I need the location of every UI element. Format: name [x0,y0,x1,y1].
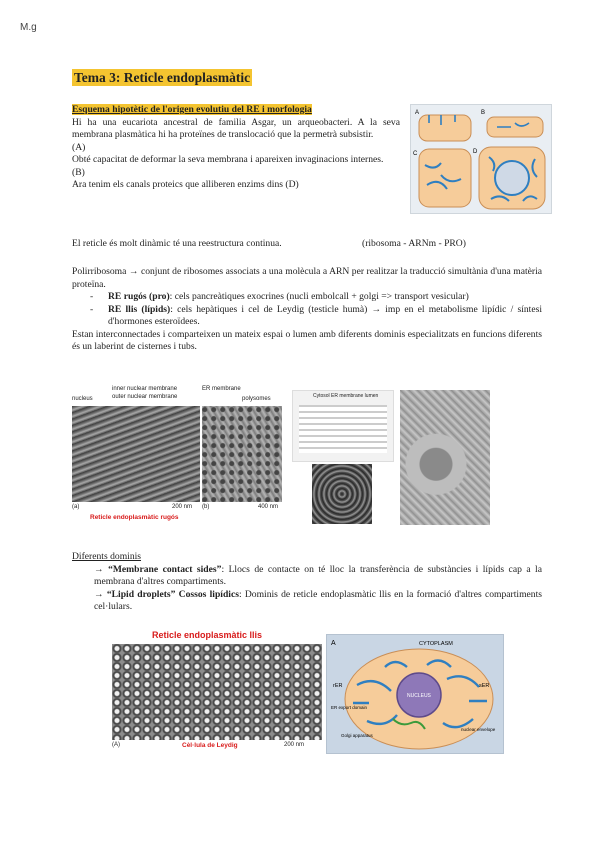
panel-b-label: (b) [202,504,210,510]
micrograph-a [72,406,200,502]
domain-membrane-contact [72,564,542,589]
label-outer-membrane: outer nuclear membrane [112,394,178,400]
domain-lipid-droplets [72,589,542,614]
domain-text-1: : Llocs de contacte on té lloc la transferència de substàncies i lípids cap a la membrana d'altres compartiments. [94,563,542,587]
domains-heading: Diferents dominis [72,551,142,562]
evolution-diagram [410,104,552,214]
scale-bar-a: 200 nm [172,504,193,510]
cell-er-diagram-svg [327,635,503,753]
evolution-diagram-svg [411,105,551,213]
origin-line-1: Hi ha una eucariota ancestral de familia Asgar, un arqueobacteri. A la seva membrana plasmàtica hi ha proteïnes de translocació que la permetrà subsistir. [72,116,400,140]
leydig-caption: Cèl·lula de Leydig [182,742,238,749]
cell-panel-a: A [331,640,336,647]
origin-line-2: (A) [72,141,86,153]
er-lumen-pattern [299,405,387,453]
stage-a-cell [419,115,471,141]
domain-term-2: “Lipid droplets” Cossos lipídics [106,588,239,600]
fingerprint-micrograph [312,464,372,524]
er-membrane-schematic [292,390,394,462]
nuclear-envelope-label: nuclear envelope [461,727,496,732]
domain-arrow-1: → [94,563,104,575]
ser-label: sER [479,683,490,689]
golgi-label: Golgi apparatus [341,733,373,738]
cell-micrograph-right [400,390,490,525]
arrow-glyph: → [128,266,139,277]
rer-label: rER [333,683,343,689]
interconnected-paragraph: Estan interconnectades i comparteixen un mateix espai o lumen amb diferents dominis especialitzats en funcions diferents és un laberint de cisternes i tubs. [72,328,542,352]
smooth-er-image [112,644,322,740]
section-origin [72,104,400,192]
stage-b-cell [487,117,543,137]
rough-er-text: : cels pancreàtiques exocrines (nucli embolcall + golgi => transport vesicular) [169,291,469,302]
panel-a-label: (a) [72,504,80,510]
rough-er-micrograph [72,384,282,526]
stage-c-label: C [413,151,418,157]
page-title: Tema 3: Reticle endoplasmàtic [74,70,251,85]
stage-b-label: B [481,110,486,116]
cytoplasm-label: CYTOPLASM [419,641,453,647]
smooth-er-term: RE llis (lípids) [108,303,171,315]
bullet-smooth-er: - RE llis (lípids): cels hepàtiques i cel de Leydig (testicle humà) → imp en el metabolisme lipídic / síntesi d'hormones esteroïdees. [90,303,542,327]
er-export-label: ER export domain [331,705,368,710]
rough-er-term: RE rugós (pro) [108,291,170,302]
scale-bar-b: 400 nm [258,504,279,510]
author-initials: M.g [20,22,37,33]
smooth-er-panel-a: (A) [112,742,120,748]
domains-section [72,551,542,614]
stage-a-label: A [415,110,420,116]
origin-line-4: (B) [72,166,85,178]
smooth-er-scale: 200 nm [284,742,305,748]
domain-text-2: : Dominis de reticle endoplasmàtic llis en la formació d'altres compartiments cel·lulars. [94,588,542,612]
label-er-membrane: ER membrane [202,386,241,392]
label-inner-membrane: inner nuclear membrane [112,386,178,392]
polyribosome-def: conjunt de ribosomes associats a una molècula a ARN per realitzar la traducció simultània d'una matèria proteïna. [72,266,543,290]
smooth-er-micrograph [112,630,322,754]
smooth-er-text: : cels hepàtiques i cel de Leydig (testicle humà) → imp en el metabolisme lipídic / síntesi d'hormones esteroïdees. [108,303,542,327]
domain-arrow-2: → [94,588,104,600]
polyribosome-term: Polirribosoma [72,266,127,277]
polyribosome-section [72,266,542,354]
origin-line-5: Ara tenim els canals proteics que alliberen enzims dins (D) [72,179,299,190]
polyribosome-paragraph [72,266,542,291]
er-lumen-label: Cytosol ER membrane lumen [313,393,379,399]
domain-term-1: “Membrane contact sides” [108,563,222,575]
ribosome-note: (ribosoma - ARNm - PRO) [362,238,466,249]
cell-er-diagram [326,634,504,754]
label-nucleus: nucleus [72,396,93,402]
rough-er-caption: Reticle endoplasmàtic rugós [90,514,179,521]
smooth-er-title: Reticle endoplasmàtic llis [152,630,263,640]
bullet-rough-er: - RE rugós (pro): cels pancreàtiques exocrines (nucli embolcall + golgi => transport vesicular) [90,291,469,302]
section-origin-heading: Esquema hipotètic de l'origen evolutiu del RE i morfologia [72,104,312,115]
origin-line-3: Obté capacitat de deformar la seva membrana i apareixen invaginacions internes. [72,154,384,165]
stage-d-label: D [473,149,478,155]
nucleus-label: NUCLEUS [407,693,431,699]
stage-d-nucleus [495,161,529,195]
label-polysomes: polysomes [242,396,271,402]
dynamic-note: El reticle és molt dinàmic té una reestructura continua. [72,238,282,249]
micrograph-b [202,406,282,502]
